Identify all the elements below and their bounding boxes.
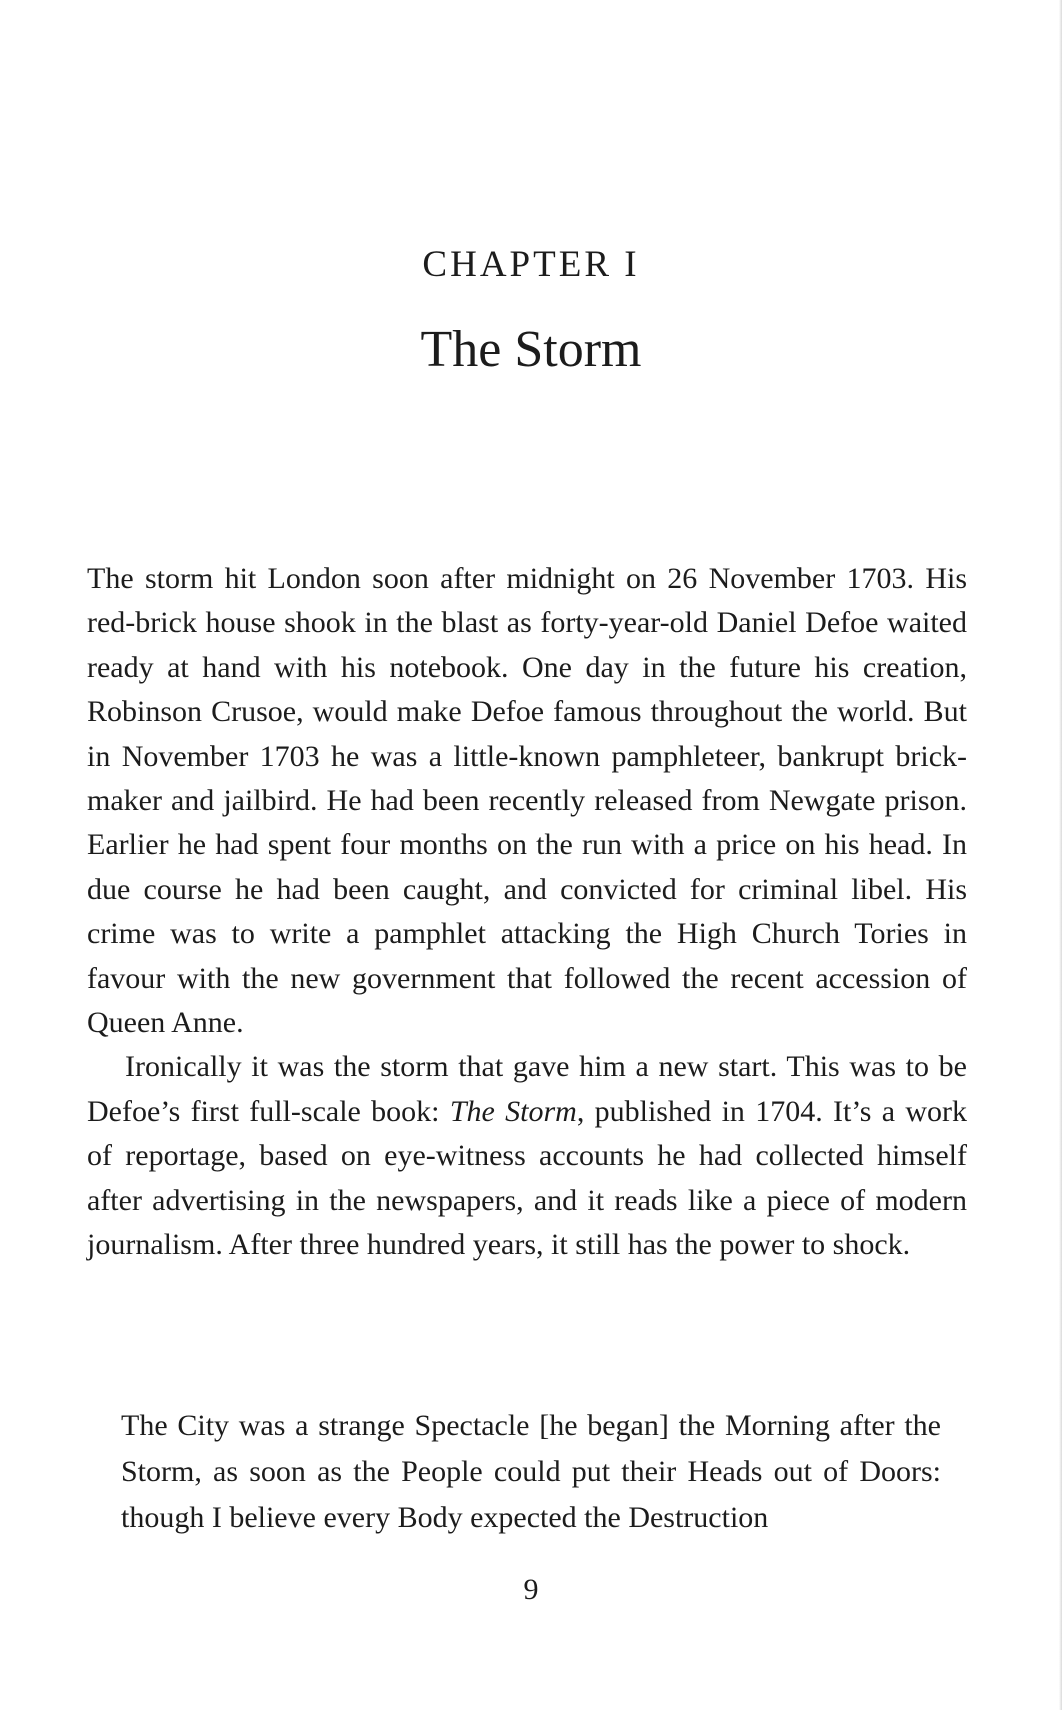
book-title: The Storm xyxy=(449,1094,577,1128)
body-paragraph-2-part-1: Ironically it was the storm that gave him a new start. This was to be Defoe’s first full-scale book: xyxy=(87,1050,967,1128)
body-text xyxy=(87,557,967,1268)
block-quote xyxy=(121,1403,941,1541)
block-quote-text: The City was a strange Spectacle [he began] the Morning after the Storm, as soon as the People could put their Heads out of Doors: though I believe every Body expected the Destruction xyxy=(121,1409,941,1534)
body-paragraph-2 xyxy=(87,1045,967,1267)
chapter-label: CHAPTER I xyxy=(422,244,640,285)
page-number: 9 xyxy=(523,1573,539,1606)
chapter-title: The Storm xyxy=(420,321,642,378)
body-paragraph-1: The storm hit London soon after midnight on 26 November 1703. His red-brick house shook in the blast as forty-year-old Daniel Defoe waited ready at hand with his notebook. One day in the future his creation, Robinson Crusoe, would make Defoe famous throughout the world. But in November 1703 he was a little-known pamphleteer, bankrupt brick-maker and jailbird. He had been recently released from Newgate prison. Earlier he had spent four months on the run with a price on his head. In due course he had been caught, and convicted for criminal libel. His crime was to write a pamphlet attacking the High Church Tories in favour with the new government that followed the recent accession of Queen Anne. xyxy=(87,562,967,1040)
body-paragraph-2-part-2: , published in 1704. It’s a work of reportage, based on eye-witness accounts he had collected himself after advertising in the newspapers, and it reads like a piece of modern journalism. After three hundred years, it still has the power to shock. xyxy=(87,1094,967,1262)
